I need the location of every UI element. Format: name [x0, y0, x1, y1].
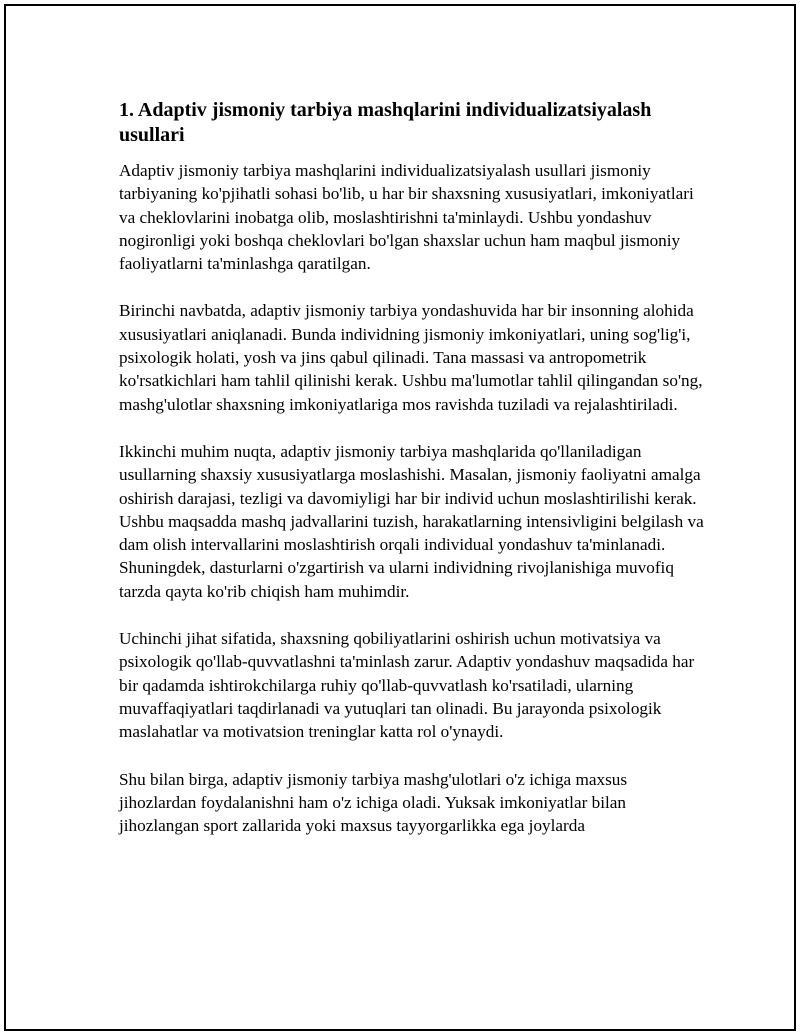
document-body — [119, 98, 704, 861]
document-page — [4, 4, 796, 1031]
paragraph-5: Shu bilan birga, adaptiv jismoniy tarbiya mashg'ulotlari o'z ichiga maxsus jihozlardan foydalanishni ham o'z ichiga oladi. Yuksak imkoniyatlar bilan jihozlangan sport zallarida yoki maxsus tayyorgarlikka ega joylarda — [119, 769, 628, 836]
paragraph-4: Uchinchi jihat sifatida, shaxsning qobiliyatlarini oshirish uchun motivatsiya va psixologik qo'llab-quvvatlashni ta'minlash zarur. Adaptiv yondashuv maqsadida har bir qadamda ishtirokchilarga ruhiy qo'llab-quvvatlash ko'rsatiladi, ularning muvaffaqiyatlari taqdirlanadi va yutuqlari tan olinadi. Bu jarayonda psixologik maslahatlar va motivatsion treninglar katta rol o'ynaydi. — [119, 629, 695, 742]
paragraph-3: Ikkinchi muhim nuqta, adaptiv jismoniy tarbiya mashqlarida qo'llaniladigan usullarning shaxsiy xususiyatlarga moslashishi. Masalan, jismoniy faoliyatni amalga oshirish darajasi, tezligi va davomiyligi har bir individ uchun moslashtirilishi kerak. Ushbu maqsadda mashq jadvallarini tuzish, harakatlarning intensivligini belgilash va dam olish intervallarini moslashtirish orqali individual yondashuv ta'minlanadi. Shuningdek, dasturlarni o'zgartirish va ularni individning rivojlanishiga muvofiq tarzda qayta ko'rib chiqish ham muhimdir. — [119, 441, 704, 601]
paragraph-2: Birinchi navbatda, adaptiv jismoniy tarbiya yondashuvida har bir insonning alohida xususiyatlari aniqlanadi. Bunda individning jismoniy imkoniyatlari, uning sog'lig'i, psixologik holati, yosh va jins qabul qilinadi. Tana massasi va antropometrik ko'rsatkichlari ham tahlil qilinishi kerak. Ushbu ma'lumotlar tahlil qilingandan so'ng, mashg'ulotlar shaxsning imkoniyatlariga mos ravishda tuziladi va rejalashtiriladi. — [119, 301, 703, 414]
paragraph-1: Adaptiv jismoniy tarbiya mashqlarini individualizatsiyalash usullari jismoniy tarbiyaning ko'pjihatli sohasi bo'lib, u har bir shaxsning xususiyatlari, imkoniyatlari va cheklovlarini inobatga olib, moslashtirishni ta'minlaydi. Ushbu yondashuv nogironligi yoki boshqa cheklovlari bo'lgan shaxslar uchun ham maqbul jismoniy faoliyatlarni ta'minlashga qaratilgan. — [119, 161, 694, 274]
section-title: 1. Adaptiv jismoniy tarbiya mashqlarini individualizatsiyalash usullari — [119, 99, 652, 146]
